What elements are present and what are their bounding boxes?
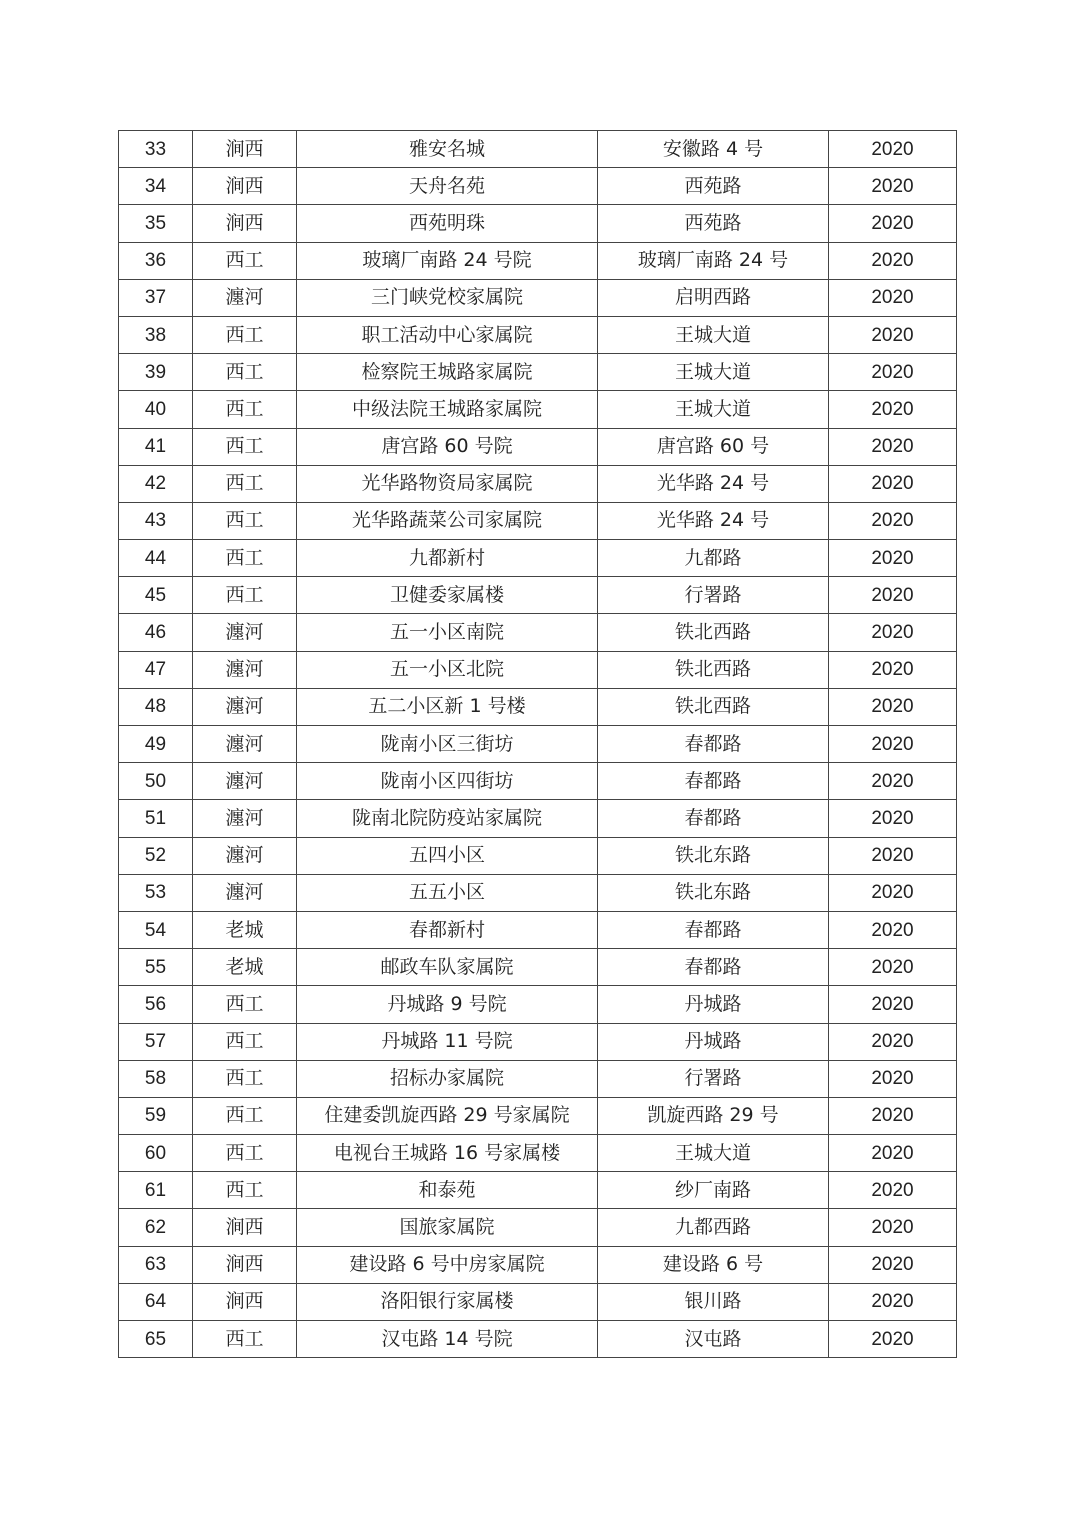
- table-row: [119, 986, 957, 1023]
- community-name-cell: 五一小区北院: [297, 651, 598, 688]
- table-row: [119, 614, 957, 651]
- location-cell: 唐宫路 60 号: [598, 428, 829, 465]
- year-cell: 2020: [829, 614, 957, 651]
- row-number-cell: 57: [119, 1023, 193, 1060]
- location-cell: 纱厂南路: [598, 1172, 829, 1209]
- location-cell: 春都路: [598, 800, 829, 837]
- district-cell: 西工: [193, 1321, 297, 1358]
- location-cell: 铁北西路: [598, 688, 829, 725]
- district-cell: 西工: [193, 1023, 297, 1060]
- year-cell: 2020: [829, 949, 957, 986]
- community-name-cell: 丹城路 11 号院: [297, 1023, 598, 1060]
- row-number-cell: 41: [119, 428, 193, 465]
- location-cell: 铁北东路: [598, 837, 829, 874]
- district-cell: 西工: [193, 354, 297, 391]
- community-name-cell: 陇南小区三街坊: [297, 726, 598, 763]
- location-cell: 铁北东路: [598, 874, 829, 911]
- district-cell: 瀍河: [193, 874, 297, 911]
- row-number-cell: 43: [119, 502, 193, 539]
- district-cell: 西工: [193, 242, 297, 279]
- table-row: [119, 354, 957, 391]
- community-name-cell: 玻璃厂南路 24 号院: [297, 242, 598, 279]
- community-name-cell: 光华路物资局家属院: [297, 465, 598, 502]
- table-body: [119, 131, 957, 1358]
- table-row: [119, 1060, 957, 1097]
- table-row: [119, 465, 957, 502]
- district-cell: 瀍河: [193, 726, 297, 763]
- location-cell: 丹城路: [598, 986, 829, 1023]
- row-number-cell: 48: [119, 688, 193, 725]
- community-name-cell: 检察院王城路家属院: [297, 354, 598, 391]
- year-cell: 2020: [829, 279, 957, 316]
- year-cell: 2020: [829, 168, 957, 205]
- row-number-cell: 51: [119, 800, 193, 837]
- row-number-cell: 53: [119, 874, 193, 911]
- district-cell: 老城: [193, 949, 297, 986]
- community-name-cell: 邮政车队家属院: [297, 949, 598, 986]
- year-cell: 2020: [829, 986, 957, 1023]
- table-row: [119, 242, 957, 279]
- community-name-cell: 职工活动中心家属院: [297, 316, 598, 353]
- table-row: [119, 168, 957, 205]
- district-cell: 瀍河: [193, 651, 297, 688]
- location-cell: 王城大道: [598, 354, 829, 391]
- year-cell: 2020: [829, 1135, 957, 1172]
- community-name-cell: 雅安名城: [297, 131, 598, 168]
- year-cell: 2020: [829, 391, 957, 428]
- location-cell: 王城大道: [598, 316, 829, 353]
- location-cell: 铁北西路: [598, 614, 829, 651]
- community-name-cell: 三门峡党校家属院: [297, 279, 598, 316]
- district-cell: 涧西: [193, 1283, 297, 1320]
- location-cell: 银川路: [598, 1283, 829, 1320]
- row-number-cell: 47: [119, 651, 193, 688]
- district-cell: 西工: [193, 465, 297, 502]
- table-row: [119, 726, 957, 763]
- table-row: [119, 502, 957, 539]
- table-row: [119, 800, 957, 837]
- district-cell: 西工: [193, 316, 297, 353]
- location-cell: 凯旋西路 29 号: [598, 1097, 829, 1134]
- table-row: [119, 911, 957, 948]
- year-cell: 2020: [829, 428, 957, 465]
- community-name-cell: 住建委凯旋西路 29 号家属院: [297, 1097, 598, 1134]
- year-cell: 2020: [829, 911, 957, 948]
- district-cell: 老城: [193, 911, 297, 948]
- community-name-cell: 陇南北院防疫站家属院: [297, 800, 598, 837]
- row-number-cell: 34: [119, 168, 193, 205]
- year-cell: 2020: [829, 1023, 957, 1060]
- location-cell: 汉屯路: [598, 1321, 829, 1358]
- row-number-cell: 64: [119, 1283, 193, 1320]
- table-row: [119, 391, 957, 428]
- location-cell: 西苑路: [598, 168, 829, 205]
- community-name-cell: 西苑明珠: [297, 205, 598, 242]
- community-name-cell: 卫健委家属楼: [297, 577, 598, 614]
- district-cell: 瀍河: [193, 614, 297, 651]
- district-cell: 西工: [193, 577, 297, 614]
- district-cell: 瀍河: [193, 837, 297, 874]
- table-row: [119, 316, 957, 353]
- location-cell: 安徽路 4 号: [598, 131, 829, 168]
- district-cell: 瀍河: [193, 763, 297, 800]
- community-table: [118, 130, 957, 1358]
- district-cell: 涧西: [193, 1246, 297, 1283]
- year-cell: 2020: [829, 502, 957, 539]
- row-number-cell: 44: [119, 540, 193, 577]
- year-cell: 2020: [829, 726, 957, 763]
- district-cell: 涧西: [193, 205, 297, 242]
- year-cell: 2020: [829, 651, 957, 688]
- table-row: [119, 540, 957, 577]
- district-cell: 西工: [193, 391, 297, 428]
- row-number-cell: 65: [119, 1321, 193, 1358]
- table-row: [119, 279, 957, 316]
- community-name-cell: 五四小区: [297, 837, 598, 874]
- district-cell: 涧西: [193, 131, 297, 168]
- location-cell: 九都西路: [598, 1209, 829, 1246]
- year-cell: 2020: [829, 1283, 957, 1320]
- table-row: [119, 688, 957, 725]
- row-number-cell: 50: [119, 763, 193, 800]
- location-cell: 丹城路: [598, 1023, 829, 1060]
- community-name-cell: 建设路 6 号中房家属院: [297, 1246, 598, 1283]
- row-number-cell: 42: [119, 465, 193, 502]
- community-name-cell: 五五小区: [297, 874, 598, 911]
- table-row: [119, 428, 957, 465]
- location-cell: 玻璃厂南路 24 号: [598, 242, 829, 279]
- location-cell: 铁北西路: [598, 651, 829, 688]
- district-cell: 瀍河: [193, 800, 297, 837]
- district-cell: 西工: [193, 1060, 297, 1097]
- table-row: [119, 1023, 957, 1060]
- year-cell: 2020: [829, 1246, 957, 1283]
- community-name-cell: 洛阳银行家属楼: [297, 1283, 598, 1320]
- community-name-cell: 陇南小区四街坊: [297, 763, 598, 800]
- year-cell: 2020: [829, 688, 957, 725]
- table-row: [119, 949, 957, 986]
- location-cell: 建设路 6 号: [598, 1246, 829, 1283]
- year-cell: 2020: [829, 205, 957, 242]
- table-row: [119, 1246, 957, 1283]
- year-cell: 2020: [829, 1209, 957, 1246]
- community-name-cell: 九都新村: [297, 540, 598, 577]
- table-row: [119, 1135, 957, 1172]
- location-cell: 九都路: [598, 540, 829, 577]
- district-cell: 西工: [193, 1097, 297, 1134]
- location-cell: 光华路 24 号: [598, 502, 829, 539]
- year-cell: 2020: [829, 763, 957, 800]
- community-name-cell: 和泰苑: [297, 1172, 598, 1209]
- community-name-cell: 天舟名苑: [297, 168, 598, 205]
- row-number-cell: 39: [119, 354, 193, 391]
- district-cell: 涧西: [193, 168, 297, 205]
- district-cell: 瀍河: [193, 279, 297, 316]
- table-row: [119, 1321, 957, 1358]
- year-cell: 2020: [829, 1097, 957, 1134]
- location-cell: 西苑路: [598, 205, 829, 242]
- year-cell: 2020: [829, 837, 957, 874]
- community-name-cell: 五二小区新 1 号楼: [297, 688, 598, 725]
- row-number-cell: 54: [119, 911, 193, 948]
- table-row: [119, 131, 957, 168]
- table-row: [119, 763, 957, 800]
- row-number-cell: 37: [119, 279, 193, 316]
- table-row: [119, 1172, 957, 1209]
- row-number-cell: 59: [119, 1097, 193, 1134]
- row-number-cell: 35: [119, 205, 193, 242]
- location-cell: 光华路 24 号: [598, 465, 829, 502]
- community-name-cell: 五一小区南院: [297, 614, 598, 651]
- district-cell: 西工: [193, 1135, 297, 1172]
- year-cell: 2020: [829, 577, 957, 614]
- table-row: [119, 1097, 957, 1134]
- row-number-cell: 62: [119, 1209, 193, 1246]
- row-number-cell: 36: [119, 242, 193, 279]
- row-number-cell: 38: [119, 316, 193, 353]
- year-cell: 2020: [829, 242, 957, 279]
- district-cell: 西工: [193, 428, 297, 465]
- community-name-cell: 唐宫路 60 号院: [297, 428, 598, 465]
- location-cell: 春都路: [598, 763, 829, 800]
- community-name-cell: 汉屯路 14 号院: [297, 1321, 598, 1358]
- community-name-cell: 春都新村: [297, 911, 598, 948]
- table-row: [119, 577, 957, 614]
- row-number-cell: 49: [119, 726, 193, 763]
- community-name-cell: 光华路蔬菜公司家属院: [297, 502, 598, 539]
- location-cell: 春都路: [598, 726, 829, 763]
- district-cell: 西工: [193, 986, 297, 1023]
- row-number-cell: 46: [119, 614, 193, 651]
- table-row: [119, 1209, 957, 1246]
- row-number-cell: 60: [119, 1135, 193, 1172]
- district-cell: 涧西: [193, 1209, 297, 1246]
- year-cell: 2020: [829, 465, 957, 502]
- row-number-cell: 61: [119, 1172, 193, 1209]
- location-cell: 春都路: [598, 949, 829, 986]
- row-number-cell: 52: [119, 837, 193, 874]
- district-cell: 瀍河: [193, 688, 297, 725]
- community-name-cell: 国旅家属院: [297, 1209, 598, 1246]
- community-name-cell: 中级法院王城路家属院: [297, 391, 598, 428]
- community-name-cell: 电视台王城路 16 号家属楼: [297, 1135, 598, 1172]
- row-number-cell: 56: [119, 986, 193, 1023]
- district-cell: 西工: [193, 1172, 297, 1209]
- year-cell: 2020: [829, 1060, 957, 1097]
- location-cell: 行署路: [598, 1060, 829, 1097]
- location-cell: 启明西路: [598, 279, 829, 316]
- year-cell: 2020: [829, 131, 957, 168]
- row-number-cell: 40: [119, 391, 193, 428]
- year-cell: 2020: [829, 316, 957, 353]
- community-name-cell: 招标办家属院: [297, 1060, 598, 1097]
- year-cell: 2020: [829, 800, 957, 837]
- table-row: [119, 874, 957, 911]
- year-cell: 2020: [829, 354, 957, 391]
- table-row: [119, 651, 957, 688]
- district-cell: 西工: [193, 502, 297, 539]
- location-cell: 王城大道: [598, 1135, 829, 1172]
- location-cell: 春都路: [598, 911, 829, 948]
- district-cell: 西工: [193, 540, 297, 577]
- row-number-cell: 55: [119, 949, 193, 986]
- location-cell: 王城大道: [598, 391, 829, 428]
- row-number-cell: 63: [119, 1246, 193, 1283]
- year-cell: 2020: [829, 874, 957, 911]
- year-cell: 2020: [829, 1172, 957, 1209]
- location-cell: 行署路: [598, 577, 829, 614]
- table-row: [119, 1283, 957, 1320]
- row-number-cell: 33: [119, 131, 193, 168]
- year-cell: 2020: [829, 1321, 957, 1358]
- row-number-cell: 45: [119, 577, 193, 614]
- table-row: [119, 837, 957, 874]
- year-cell: 2020: [829, 540, 957, 577]
- community-name-cell: 丹城路 9 号院: [297, 986, 598, 1023]
- row-number-cell: 58: [119, 1060, 193, 1097]
- table-row: [119, 205, 957, 242]
